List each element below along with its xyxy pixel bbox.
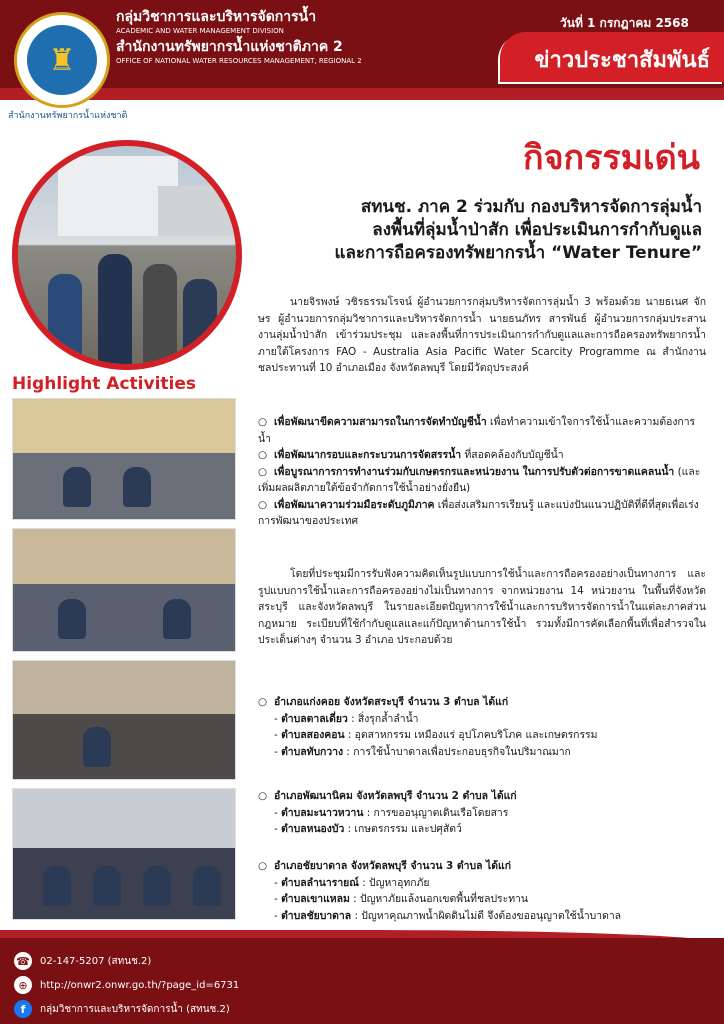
facebook-icon: f [14,1000,32,1018]
photo-person [98,254,132,364]
footer-facebook-link[interactable] [14,1000,230,1018]
objective-item [258,497,706,530]
photo-person [183,279,217,364]
district-block-1 [258,694,706,760]
bullet-circle-icon: ○ [258,860,268,872]
objective-item [258,414,706,447]
objective-item [258,464,706,497]
website-url: http://onwr2.onwr.go.th/?page_id=6731 [40,979,240,991]
activity-photo-2 [12,528,236,652]
org-name-th-1: กลุ่มวิชาการและบริหารจัดการน้ำ [116,9,317,25]
publish-date: วันที่ 1 กรกฎาคม 2568 [560,16,689,30]
subdistrict-item: - ตำบลสองคอน : อุตสาหกรรม เหมืองแร่ อุปโภคบริโภค และเกษตรกรรม [274,729,598,741]
headline-line: และการถือครองทรัพยากรน้ำ “Water Tenure” [334,243,702,263]
onwr-logo [14,12,110,108]
bullet-circle-icon: ○ [258,696,268,708]
logo-emblem-icon: ♜ [27,25,97,95]
photo-person [63,467,91,507]
subdistrict-item: - ตำบลทับกวาง : การใช้น้ำบาดาลเพื่อประกอบธุรกิจในปริมาณมาก [274,745,571,758]
photo-person [123,467,151,507]
activity-photo-4 [12,788,236,920]
photo-person [48,274,82,364]
photo-wall [13,789,235,848]
photo-wall [13,661,235,714]
objective-text: ที่สอดคล้องกับบัญชีน้ำ [461,449,564,461]
bullet-circle-icon: ○ [258,498,268,511]
bullet-circle-icon: ○ [258,465,268,478]
section-title: กิจกรรมเด่น [523,138,700,178]
objective-bold: เพื่อพัฒนากรอบและกระบวนการจัดสรรน้ำ [274,449,462,461]
district-block-2 [258,788,706,838]
globe-icon: ⊕ [14,976,32,994]
district-title: ○ อำเภอพัฒนานิคม จังหวัดลพบุรี จำนวน 2 ตำบล ได้แก่ [258,788,706,805]
activity-photo-1 [12,398,236,520]
bullet-circle-icon: ○ [258,449,268,461]
organization-block [116,8,362,66]
photo-wall [13,529,235,584]
objective-bold: เพื่อบูรณาการการทำงานร่วมกับเกษตรกรและหน่วยงาน ในการปรับตัวต่อการขาดแคลนน้ำ [274,465,675,478]
headline-line: สทนช. ภาค 2 ร่วมกับ กองบริหารจัดการลุ่มน้ำ [360,197,702,217]
photo-person [93,866,121,906]
org-name-en-1: ACADEMIC AND WATER MANAGEMENT DIVISION [116,27,284,35]
photo-building [158,186,238,236]
objective-item [258,447,706,464]
photo-person [58,599,86,639]
org-name-en-2: OFFICE OF NATIONAL WATER RESOURCES MANAGEMENT, REGIONAL 2 [116,57,362,65]
highlight-label: Highlight Activities [12,374,196,394]
pr-tab [500,32,724,82]
objectives-list [258,414,706,530]
org-name-th-2: สำนักงานทรัพยากรน้ำแห่งชาติภาค 2 [116,39,343,55]
photo-person [193,866,221,906]
facebook-text: กลุ่มวิชาการและบริหารจัดการน้ำ (สทนช.2) [40,1003,230,1015]
photo-person [143,264,177,364]
objective-text: เพื่อส่งเสริมการเรียนรู้ และแบ่งปันแนวปฏิบัติที่ดีที่สุดเพื่อเร่งการพัฒนาของประเทศ [258,498,699,527]
district-title: ○ อำเภอแก่งคอย จังหวัดสระบุรี จำนวน 3 ตำบล ได้แก่ [258,694,706,711]
subdistrict-item: - ตำบลมะนาวหวาน : การขออนุญาตเดินเรือโดยสาร [274,806,509,819]
district-title: ○ อำเภอชัยบาดาล จังหวัดลพบุรี จำนวน 3 ตำบล ได้แก่ [258,858,706,875]
pr-label: ข่าวประชาสัมพันธ์ [534,48,710,73]
photo-floor [13,714,235,779]
photo-person [143,866,171,906]
activity-photo-3 [12,660,236,780]
photo-floor [13,584,235,651]
subdistrict-item: - ตำบลชัยบาดาล : ปัญหาคุณภาพน้ำผิดดินไม่ดี จึงต้องขออนุญาตใช้น้ำบาดาล [274,909,622,922]
header-band [0,88,724,100]
photo-person [83,727,111,767]
headline-line: ลงพื้นที่ลุ่มน้ำป่าสัก เพื่อประเมินการกำกับดูแล [372,220,702,240]
district-block-3 [258,858,706,924]
objective-bold: เพื่อพัฒนาขีดความสามารถในการจัดทำบัญชีน้ำ [274,416,487,428]
subdistrict-item: - ตำบลตาลเดี่ยว : สิ่งรุกล้ำลำน้ำ [274,712,419,725]
subdistrict-item: - ตำบลเขาแหลม : ปัญหาภัยแล้งนอกเขตพื้นที่ชลประทาน [274,893,528,905]
photo-wall [13,399,235,453]
site-visit-photo [12,140,242,370]
photo-person [163,599,191,639]
phone-icon: ☎ [14,952,32,970]
objective-bold: เพื่อพัฒนาความร่วมมือระดับภูมิภาค [274,498,435,511]
logo-arc-text: สำนักงานทรัพยากรน้ำแห่งชาติ [8,111,128,121]
bullet-circle-icon: ○ [258,416,268,428]
objective-text: (และเพิ่มผลผลิตภายใต้ข้อจำกัดการใช้น้ำอย่างยั่งยืน) [258,465,701,494]
bullet-circle-icon: ○ [258,790,268,802]
phone-text: 02-147-5207 (สทนช.2) [40,955,152,967]
intro-paragraph: นายจิรพงษ์ วชิรธรรมโรจน์ ผู้อำนวยการกลุ่มบริหารจัดการลุ่มน้ำ 3 พร้อมด้วย นายธเนศ จักษร ผู้อำนวยการกลุ่มวิชาการและบริหารจัดการน้ำ นายธนภัทร สารพันธ์ ผู้อำนวยการกลุ่มประสานงานลุ่มน้ำป่าสัก เข้าร่วมประชุม และลงพื้นที่การประเมินการกำกับดูแลและการถือครองทรัพยากรน้ำ ภายใต้โครงการ FAO - Australia Asia Pacific Water Scarcity Programme ณ สำนักงานชลประทานที่ 10 อำเภอเมือง จังหวัดลพบุรี โดยมีวัตถุประสงค์ [258,296,706,374]
photo-person [43,866,71,906]
meeting-paragraph: โดยที่ประชุมมีการรับฟังความคิดเห็นรูปแบบการใช้น้ำและการถือครองอย่างเป็นทางการ และรูปแบบการใช้น้ำและการถือครองอย่างไม่เป็นทางการ จากหน่วยงาน 14 หน่วยงาน ในพื้นที่จังหวัดสระบุรี และจังหวัดลพบุรี ในรายละเอียดปัญหาการใช้น้ำและการบริหารจัดการน้ำในแต่ละภาคส่วน กฎหมาย ระเบียบที่ใช้กำกับดูแลและแก้ปัญหาด้านการใช้น้ำ รวมทั้งมีการคัดเลือกพื้นที่เพื่อสำรวจในประเด็นต่างๆ จำนวน 3 อำเภอ ประกอบด้วย [258,568,706,646]
subdistrict-item: - ตำบลลำนารายณ์ : ปัญหาอุทกภัย [274,876,430,889]
objective-text: เพื่อทำความเข้าใจการใช้น้ำและความต้องการน้ำ [258,416,696,445]
footer-website-link[interactable] [14,976,239,994]
news-headline [250,196,702,265]
subdistrict-item: - ตำบลหนองบัว : เกษตรกรรม และปศุสัตว์ [274,823,462,835]
footer-phone[interactable] [14,952,151,970]
